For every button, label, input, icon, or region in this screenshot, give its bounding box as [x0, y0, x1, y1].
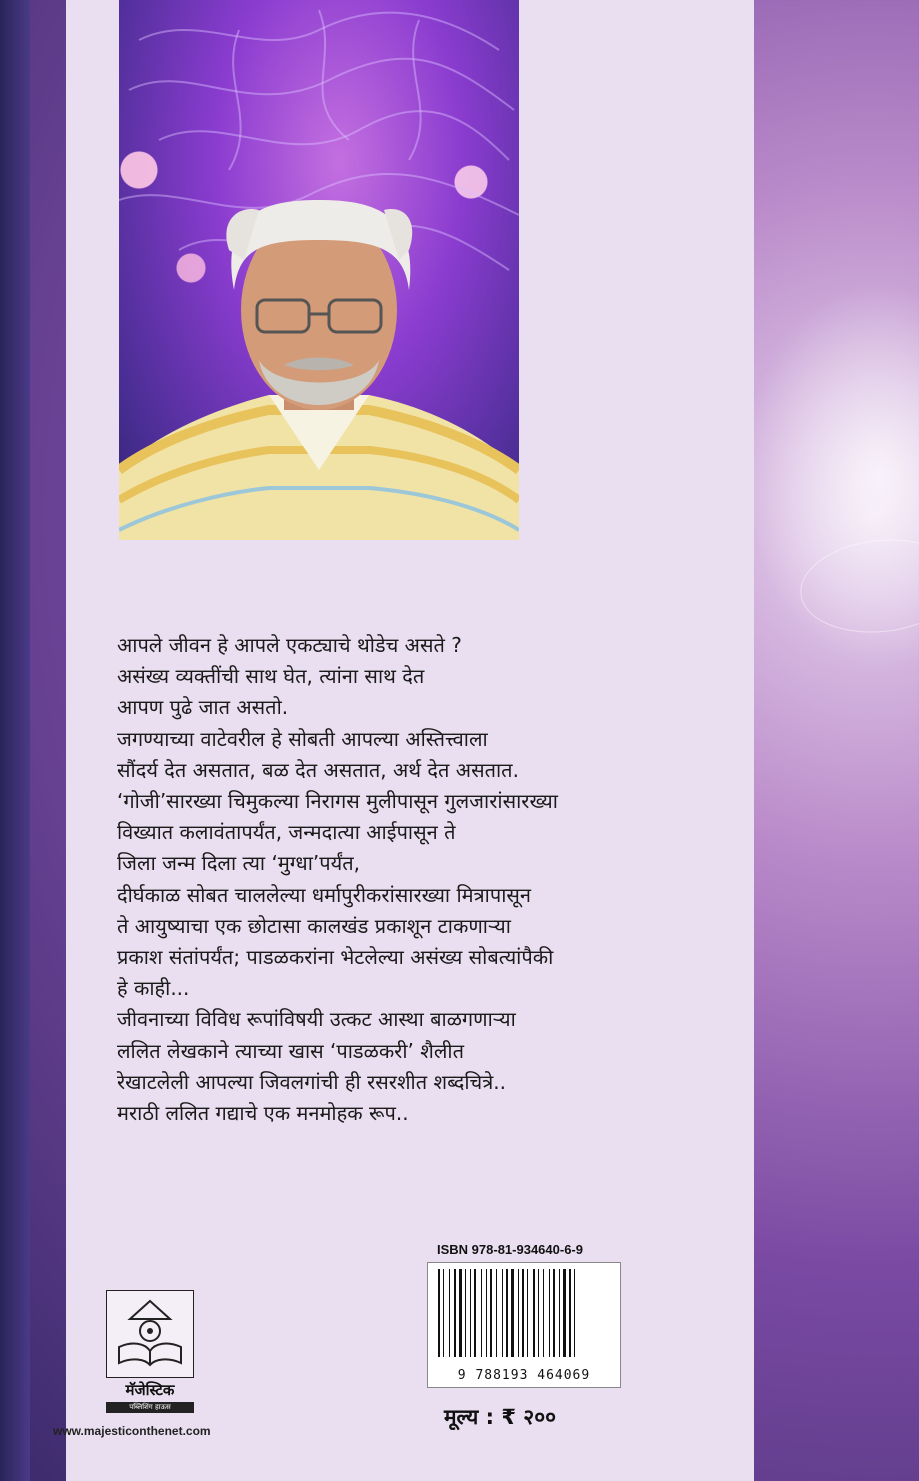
- blurb-line: प्रकाश संतांपर्यंत; पाडळकरांना भेटलेल्या असंख्य सोबत्यांपैकी: [117, 945, 554, 970]
- barcode-bar: [533, 1269, 535, 1357]
- barcode-number: 9 788193 464069: [457, 1368, 591, 1383]
- blurb-line: आपण पुढे जात असतो.: [117, 695, 289, 720]
- author-portrait: [119, 0, 519, 540]
- barcode-bar: [474, 1269, 476, 1357]
- barcode-bar: [502, 1269, 503, 1357]
- barcode-bar: [465, 1269, 466, 1357]
- barcode-bar: [522, 1269, 524, 1357]
- barcode-bar: [454, 1269, 456, 1357]
- barcode-bar: [511, 1269, 514, 1357]
- barcode-bar: [459, 1269, 462, 1357]
- isbn-label: ISBN 978-81-934640-6-9: [437, 1242, 583, 1257]
- back-cover-panel: [53, 0, 754, 1481]
- blurb-line: विख्यात कलावंतापर्यंत, जन्मदात्या आईपासून ते: [117, 820, 456, 845]
- barcode-bar: [496, 1269, 497, 1357]
- barcode-bar: [438, 1269, 440, 1357]
- blurb-line: हे काही...: [117, 976, 190, 1001]
- barcode-bar: [553, 1269, 555, 1357]
- publisher-website: www.majesticonthenet.com: [53, 1424, 211, 1438]
- barcode-bars: [428, 1263, 620, 1363]
- blurb-line: दीर्घकाळ सोबत चाललेल्या धर्मापुरीकरांसारख्या मित्रापासून: [117, 882, 531, 907]
- barcode-bar: [569, 1269, 571, 1357]
- barcode-bar: [443, 1269, 444, 1357]
- cover-left-edge: [0, 0, 30, 1481]
- blurb-line: असंख्य व्यक्तींची साथ घेत, त्यांना साथ देत: [117, 664, 425, 689]
- publisher-logo: [106, 1290, 194, 1420]
- barcode-bar: [527, 1269, 528, 1357]
- barcode-bar: [559, 1269, 560, 1357]
- open-book-icon: [107, 1291, 193, 1377]
- author-photo: [119, 0, 519, 540]
- price-label: मूल्य : ₹ २००: [444, 1405, 557, 1429]
- blurb-line: जिला जन्म दिला त्या ‘मुग्धा’पर्यंत,: [117, 851, 360, 876]
- barcode-bar: [518, 1269, 519, 1357]
- barcode-bar: [538, 1269, 539, 1357]
- barcode-bar: [481, 1269, 482, 1357]
- blurb-line: रेखाटलेली आपल्या जिवलगांची ही रसरशीत शब्दचित्रे..: [117, 1069, 507, 1094]
- blurb-line: ते आयुष्याचा एक छोटासा कालखंड प्रकाशून टाकणाऱ्या: [117, 913, 511, 938]
- isbn-barcode: [427, 1262, 621, 1388]
- barcode-bar: [563, 1269, 566, 1357]
- barcode-bar: [543, 1269, 544, 1357]
- blurb-line: ललित लेखकाने त्याच्या खास ‘पाडळकरी’ शैलीत: [117, 1038, 465, 1063]
- blurb-line: ‘गोजी’सारख्या चिमुकल्या निरागस मुलीपासून गुलजारांसारख्या: [117, 789, 558, 814]
- blurb-line: सौंदर्य देत असतात, बळ देत असतात, अर्थ देत असतात.: [117, 757, 519, 782]
- barcode-bar: [506, 1269, 508, 1357]
- blurb-line: आपले जीवन हे आपले एकट्याचे थोडेच असते ?: [117, 633, 462, 657]
- barcode-bar: [470, 1269, 471, 1357]
- barcode-bar: [574, 1269, 575, 1357]
- publisher-emblem: [106, 1290, 194, 1378]
- barcode-bar: [549, 1269, 550, 1357]
- publisher-name: मॅजेस्टिक: [125, 1381, 175, 1399]
- barcode-bar: [486, 1269, 487, 1357]
- blurb-text: [117, 630, 737, 1129]
- barcode-bar: [490, 1269, 492, 1357]
- blurb-line: जगण्याच्या वाटेवरील हे सोबती आपल्या अस्तित्त्वाला: [117, 726, 488, 751]
- blurb-line: मराठी ललित गद्याचे एक मनमोहक रूप..: [117, 1101, 409, 1126]
- publisher-subtitle: पब्लिशिंग हाऊस: [106, 1402, 194, 1413]
- barcode-bar: [449, 1269, 450, 1357]
- blurb-line: जीवनाच्या विविध रूपांविषयी उत्कट आस्था बाळगणाऱ्या: [117, 1007, 516, 1032]
